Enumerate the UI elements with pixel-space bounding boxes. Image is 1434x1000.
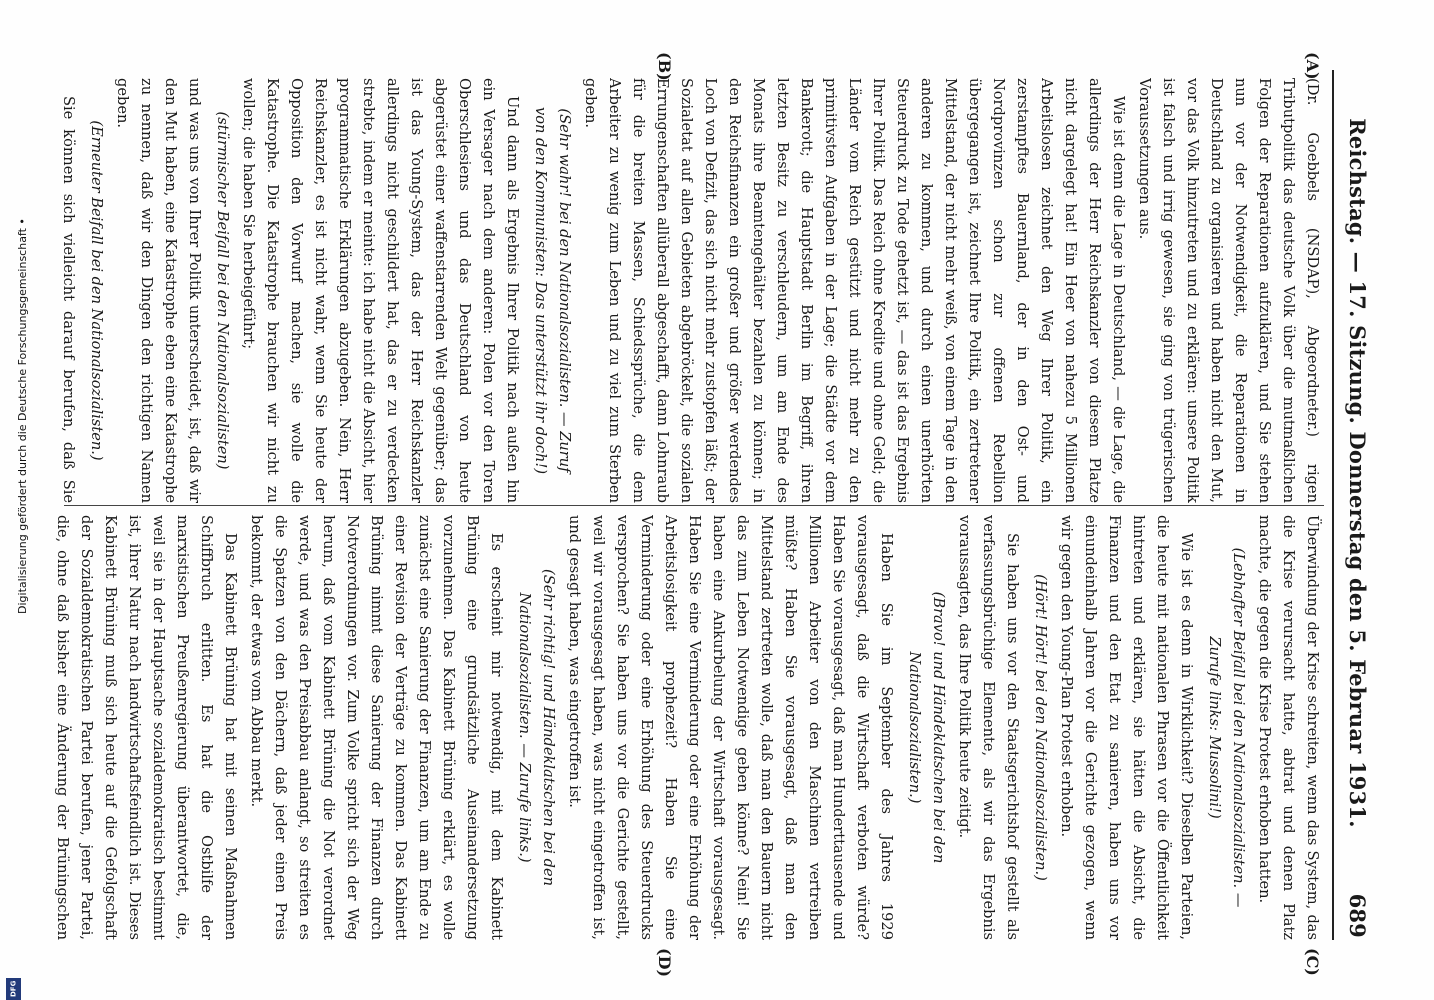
dfg-logo: DFG — [6, 978, 21, 1000]
interjection: (Erneuter Beifall bei den Nationalsozialisten.) — [88, 120, 105, 461]
margin-marker-b: (B) — [655, 52, 674, 81]
interjection: (Bravo! und Händeklatschen bei den Nationalsozialisten.) — [906, 591, 947, 864]
paragraph: (Dr. Goebbels (NSDAP), Abgeordneter.) rigen Tributpolitik das deutsche Volk über die mutmaßlichen Folgen der Reparationen aufzuklären, und Sie stehen nun vor der Notwendigkeit, die Reparationen in Deutschland zu organisieren und haben nicht den Mut, vor das Volk hinzutreten und zu erklären: unsere Politik ist falsch und irrig gewesen, sie ging von trügerischen Voraussetzungen aus. — [1136, 78, 1321, 503]
page-number: 689 — [1345, 893, 1370, 938]
interjection: (Hört! Hört! bei den Nationalsozialisten.) — [1032, 574, 1049, 881]
paragraph: Haben Sie im September des Jahres 1929 vorausgesagt, daß die Wirtschaft verboten würde? Haben Sie vorausgesagt, daß man Hunderttausende und Millionen Arbeiter von den Maschinen vertreiben müßte? Haben Sie vorausgesagt, daß man den Mittelstand zertreten wolle, daß man den Bauern nicht das zum Leben Notwendige geben könne? Nein! Sie haben eine Ankurbelung der Wirtschaft vorausgesagt. Haben Sie eine Verminderung oder eine Erhöhung der Arbeitslosigkeit prophezeit? Haben Sie eine Verminderung oder eine Erhöhung des Steuerdrucks versprochen? Sie haben uns vor die Gerichte gestellt, weil wir vorausgesagt haben, was nicht eingetroffen ist, und gesagt haben, was eingetroffen ist. — [566, 515, 895, 940]
page-header — [1334, 78, 1374, 938]
paragraph: Sie haben uns vor den Staatsgerichtshof gestellt als verfassungsbrüchige Elemente, als wir das Ergebnis voraussagten, das Ihre Politik heute zeitigt. — [956, 515, 1021, 940]
interjection: (Sehr richtig! und Händeklatschen bei den Nationalsozialisten. — Zurufe links.) — [516, 569, 557, 886]
interjection: (Sehr wahr! bei den Nationalsozialisten. — Zuruf von den Kommunisten: Das unterstützt ihr doch!) — [532, 106, 573, 475]
interjection: (stürmischer Beifall bei den Nationalsozialisten) — [214, 111, 231, 470]
margin-marker-a: (A) — [1303, 52, 1322, 80]
credit-text: Digitalisierung gefördert durch die Deutsche Forschungsgemeinschaft • — [16, 218, 29, 614]
paragraph: Es erscheint mir notwendig, mit dem Kabinett Brüning eine grundsätzliche Auseinandersetzung vorzunehmen. Das Kabinett Brüning erklärt, es wolle zunächst eine Sanierung der Finanzen, um am Ende zu einer Revision der Verträge zu kommen. Das Kabinett Brüning nimmt diese Sanierung der Finanzen durch Notverordnungen vor. Zum Volke spricht sich der Weg herum, daß vom Kabinett Brüning die Not verordnet werde, und was den Preisabbau anlangt, so streiten es die Spatzen von den Dächern, daß jeder einen Preis bekommt, der etwas vom Abbau merkt. — [248, 515, 505, 940]
column-divider — [64, 505, 1324, 506]
paragraph: und was uns von Ihrer Politik unterscheidet, ist, daß wir den Mut haben, eine Katastrophe eben eine Katastrophe zu nennen, daß wir den Dingen den richtigen Namen geben. — [114, 78, 203, 503]
interjection: (Lebhafter Beifall bei den Nationalsozialisten. — Zurufe links: Mussolini!) — [1206, 547, 1247, 908]
running-title: Reichstag. — 17. Sitzung. Donnerstag den 5. Februar 1931. — [1345, 118, 1370, 828]
margin-marker-d: (D) — [655, 948, 674, 978]
left-column — [54, 78, 1324, 503]
paragraph: Und dann als Ergebnis Ihrer Politik nach außen hin ein Versager nach dem anderen: Polen vor den Toren Oberschlesiens und das Deutschland von heute abgerüstet einer waffenstarrenden Welt gegenüber; das ist das Young-System, das der Herr Reichskanzler allerdings nicht geschildert hat, das er zu verdecken strebte, indem er meinte: ich habe nicht die Absicht, hier programmatische Erklärungen abzugeben. Nein, Herr Reichskanzler, es ist nicht wahr, wenn Sie heute der Opposition den Vorwurf machen, sie wolle die Katastrophe. Die Katastrophe brauchen wir nicht zu wollen; die haben Sie herbeigeführt; — [240, 78, 521, 503]
paragraph: Wie ist denn die Lage in Deutschland, — die Lage, die allerdings der Herr Reichskanzler von diesem Platze nicht dargelegt hat! Ein Heer von nahezu 5 Millionen Arbeitslosen zeichnet den Weg Ihrer Politik, ein zerstampftes Bauernland, der in den Ost- und Nordprovinzen schon zur offenen Rebellion übergegangen ist, zeichnet Ihre Politik, ein zertretener Mittelstand, der nicht mehr weiß, von einem Tage in den anderen zu kommen, und durch einen unerhörten Steuerdruck zu Tode gehetzt ist, — das ist das Ergebnis Ihrer Politik. Das Reich ohne Kredite und ohne Geld; die Länder vom Reich gestützt und nicht mehr zu den primitivsten Aufgaben in der Lage; die Städte vor dem Bankerott; die Hauptstadt Berlin im Begriff, ihren letzten Besitz zu verschleudern, um am Ende des Monats ihre Beamtengehälter bezahlen zu können; in den Reichsfinanzen ein großer und größer werdendes Loch von Defizit, das sich nicht mehr zustopfen läßt; der Sozialetat auf allen Gebieten abgebröckelt, die sozialen Errungenschaften allüberall abgeschafft, dann Lohnraub für die breiten Massen, Schiedssprüche, die dem Arbeiter zu wenig zum Leben und zu viel zum Sterben geben. — [582, 78, 1127, 503]
paragraph: Sie können sich vielleicht darauf berufen, daß Sie — [60, 96, 77, 503]
margin-marker-c: (C) — [1303, 948, 1322, 976]
paragraph: Das Kabinett Brüning hat mit seinen Maßnahmen Schiffbruch erlitten. Es hat die Ostbilfe der marxistischen Preußenregierung überantwortet, die, weil sie in der Hauptsache sozialdemokratisch bestimmt ist, ihrer Natur nach landwirtschaftsfeindlich ist. Dieses Kabinett Brüning muß sich heute auf die Gefolgschaft der Sozialdemokratischen Partei berufen, jener Partei, die, ohne daß bisher eine Änderung der Brüningschen — [54, 515, 239, 940]
right-column — [54, 515, 1324, 940]
paragraph: Wie ist es denn in Wirklichkeit? Dieselben Parteien, die heute mit nationalen Phrasen vor die Öffentlichkeit hintreten und erklären, sie hätten die Absicht, die Finanzen und den Etat zu sanieren, haben uns vor einundeinhalb Jahren vor die Gerichte gezogen, wenn wir gegen den Young-Plan Protest erhoben. — [1058, 515, 1195, 940]
paragraph: Überwindung der Krise schreiten, wenn das System, das die Krise verursacht hatte, abtrat und denen Platz machte, die gegen die Krise Protest erhoben hatten. — [1256, 515, 1321, 940]
header-rule — [1332, 70, 1334, 940]
